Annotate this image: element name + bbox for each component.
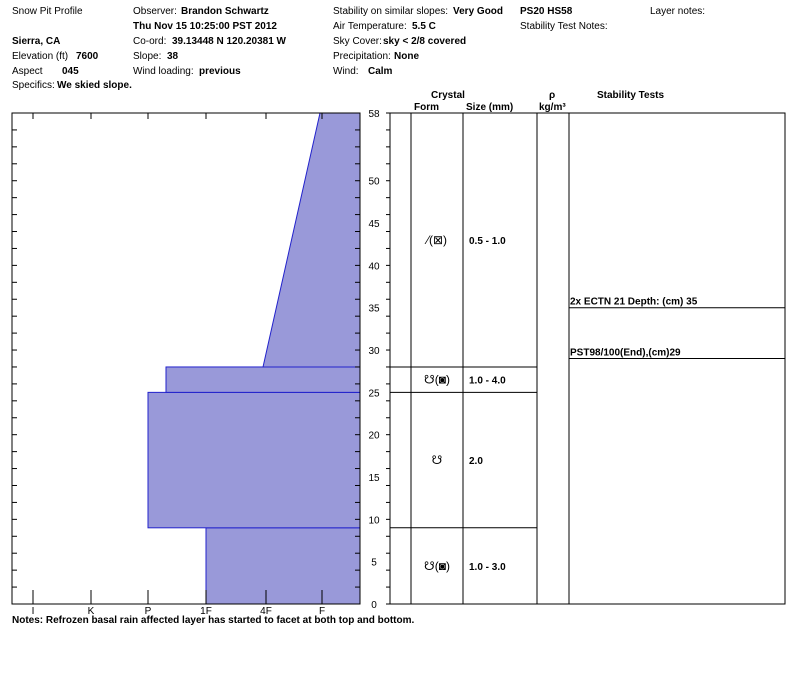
- precip-value: None: [394, 51, 419, 62]
- y-tick-label-50: 50: [368, 176, 380, 188]
- stability-test-notes-label: Stability Test Notes:: [520, 21, 608, 32]
- layer-size-value: 0.5 - 1.0: [469, 235, 506, 247]
- layer-form-glyph: ⁄(⊠): [426, 232, 448, 247]
- observer-value: Brandon Schwartz: [181, 6, 269, 17]
- sky-cover-value: sky < 2/8 covered: [383, 36, 467, 47]
- slope-value: 38: [167, 51, 179, 62]
- form-header: Form: [414, 102, 439, 113]
- air-temp-label: Air Temperature:: [333, 21, 407, 32]
- stability-test-label: 2x ECTN 21 Depth: (cm) 35: [570, 296, 698, 308]
- elevation-value: 7600: [76, 51, 99, 62]
- size-header: Size (mm): [466, 102, 514, 113]
- x-tick-label-K: K: [87, 606, 95, 617]
- y-tick-label-30: 30: [368, 346, 380, 358]
- hardness-bar-layer-4: [263, 113, 360, 367]
- stability-label: Stability on similar slopes:: [333, 6, 449, 17]
- x-tick-label-P: P: [144, 606, 152, 617]
- layer-notes-label: Layer notes:: [650, 6, 706, 17]
- stability-value: Very Good: [453, 6, 504, 17]
- slope-label: Slope:: [133, 51, 162, 62]
- x-tick-label-4F: 4F: [260, 606, 272, 617]
- wind-loading-label: Wind loading:: [133, 66, 194, 77]
- hardness-bar-layer-1: [206, 528, 360, 604]
- layer-size-value: 1.0 - 3.0: [469, 561, 506, 573]
- elevation-label: Elevation (ft): [12, 51, 69, 62]
- air-temp-value: 5.5 C: [412, 21, 436, 32]
- y-tick-label-10: 10: [368, 515, 380, 527]
- layer-form-glyph: ☋(◙): [424, 558, 450, 573]
- ps-hs-value: PS20 HS58: [520, 6, 573, 17]
- y-tick-label-15: 15: [368, 473, 380, 485]
- rho-header: ρ: [549, 90, 556, 101]
- y-tick-label-20: 20: [368, 430, 380, 442]
- stability-test-label: PST98/100(End),(cm)29: [570, 347, 681, 359]
- y-tick-label-45: 45: [368, 219, 380, 231]
- wind-loading-value: previous: [199, 66, 241, 77]
- x-tick-label-F: F: [318, 606, 326, 617]
- footer-notes: Notes: Refrozen basal rain affected layer has started to facet at both top and bottom.: [12, 615, 415, 626]
- x-tick-label-I: I: [31, 606, 35, 617]
- y-tick-label-58: 58: [368, 109, 380, 120]
- y-tick-label-40: 40: [368, 261, 380, 273]
- hardness-bar-layer-2: [148, 392, 360, 527]
- location-value: Sierra, CA: [12, 36, 61, 47]
- precip-label: Precipitation:: [333, 51, 391, 62]
- layer-size-value: 1.0 - 4.0: [469, 375, 506, 387]
- coord-label: Co-ord:: [133, 36, 167, 47]
- y-tick-label-5: 5: [371, 557, 377, 569]
- layer-form-glyph: ☋(◙): [424, 372, 450, 387]
- aspect-value: 045: [62, 66, 79, 77]
- page-title: Snow Pit Profile: [12, 6, 83, 17]
- specifics-label: Specifics:: [12, 80, 55, 91]
- y-tick-label-0: 0: [371, 600, 377, 611]
- aspect-label: Aspect: [12, 66, 43, 77]
- y-tick-label-35: 35: [368, 303, 380, 315]
- layer-size-value: 2.0: [469, 456, 483, 468]
- y-tick-label-25: 25: [368, 388, 380, 400]
- hardness-bar-layer-3: [166, 367, 360, 392]
- datetime-value: Thu Nov 15 10:25:00 PST 2012: [133, 21, 277, 32]
- specifics-value: We skied slope.: [57, 80, 132, 91]
- crystal-header: Crystal: [431, 90, 465, 101]
- coord-value: 39.13448 N 120.20381 W: [172, 36, 286, 47]
- wind-value: Calm: [368, 66, 393, 77]
- rho-unit-header: kg/m³: [539, 102, 566, 113]
- stability-tests-header: Stability Tests: [597, 90, 665, 101]
- wind-label: Wind:: [333, 66, 359, 77]
- sky-cover-label: Sky Cover:: [333, 36, 382, 47]
- layer-form-glyph: ☋: [431, 453, 443, 468]
- observer-label: Observer:: [133, 6, 177, 17]
- x-tick-label-1F: 1F: [200, 606, 212, 617]
